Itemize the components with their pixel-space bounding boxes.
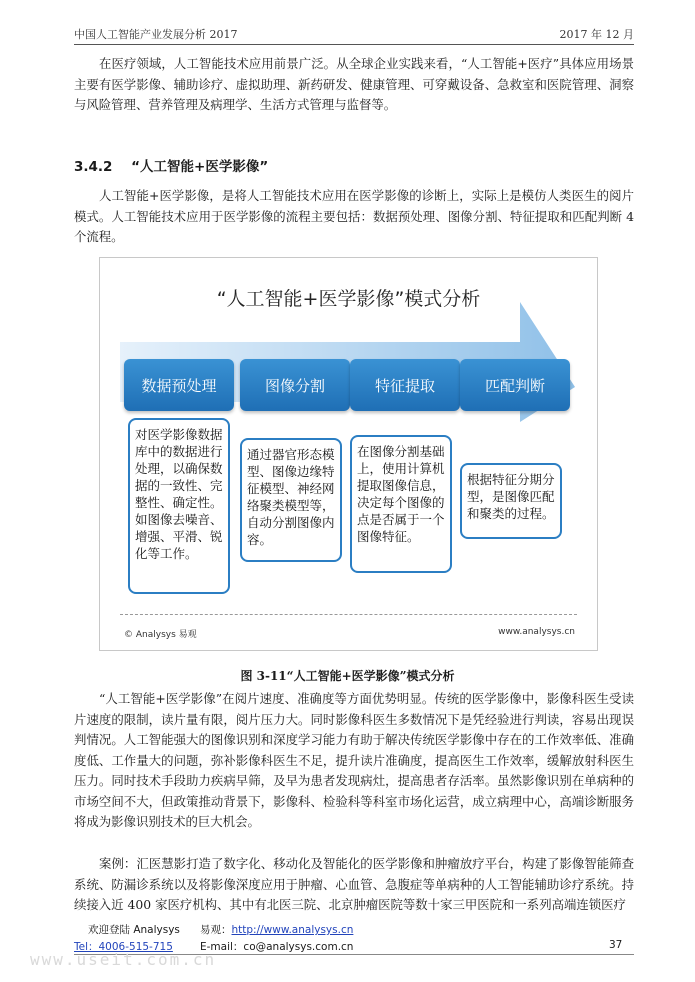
- paragraph-1: [74, 186, 634, 248]
- step-segmentation: 图像分割: [240, 359, 350, 411]
- running-header-date: 2017 年 12 月: [559, 28, 634, 41]
- figure-box: [99, 257, 598, 651]
- intro-text: 在医疗领域，人工智能技术应用前景广泛。从全球企业实践来看，“人工智能+医疗”具体应用场景主要有医学影像、辅助诊疗、虚拟助理、新药研发、健康管理、可穿戴设备、急救室和医院管理、洞察与风险管理、营养管理及病理学、生活方式管理与监督等。: [74, 56, 634, 112]
- step-feature-extraction: 特征提取: [350, 359, 460, 411]
- figure-caption: 图 3-11“人工智能+医学影像”模式分析: [240, 669, 455, 683]
- footer-yiguan-link[interactable]: http://www.analysys.cn: [231, 924, 354, 936]
- paragraph-2: [74, 689, 634, 833]
- paragraph-3: [74, 854, 634, 916]
- section-title: “人工智能+医学影像”: [131, 159, 269, 175]
- running-header-title: 中国人工智能产业发展分析 2017: [74, 28, 238, 41]
- step-preprocess-desc: 对医学影像数据库中的数据进行处理，以确保数据的一致性、完整性、确定性。如图像去噪音、增强、平滑、锐化等工作。: [128, 418, 230, 594]
- footer-tel[interactable]: Tel：4006-515-715: [74, 941, 173, 953]
- intro-paragraph: [74, 54, 634, 116]
- footer-yiguan-label: 易观：: [200, 924, 232, 936]
- header-rule: [74, 44, 634, 45]
- footer-welcome: 欢迎登陆 Analysys: [88, 924, 180, 936]
- figure-divider: [120, 614, 577, 615]
- section-heading: [74, 155, 268, 175]
- paragraph-3-text: 案例：汇医慧影打造了数字化、移动化及智能化的医学影像和肿瘤放疗平台，构建了影像智能筛查系统、防漏诊系统以及将影像深度应用于肿瘤、心血管、急腹症等单病种的人工智能辅助诊疗系统。持续接入近 400 家医疗机构、其中有北医三院、北京肿瘤医院等数十家三甲医院和一系列高端连锁医疗: [74, 856, 634, 912]
- section-number: 3.4.2: [74, 159, 113, 175]
- figure-url: www.analysys.cn: [498, 627, 575, 637]
- page-number: 37: [609, 939, 623, 951]
- figure-source: © Analysys 易观: [124, 630, 197, 640]
- step-matching-desc: 根据特征分期分型，是图像匹配和聚类的过程。: [460, 463, 562, 539]
- step-feature-extraction-desc: 在图像分割基础上，使用计算机提取图像信息，决定每个图像的点是否属于一个图像特征。: [350, 435, 452, 573]
- step-preprocess: 数据预处理: [124, 359, 234, 411]
- paragraph-2-text: “人工智能+医学影像”在阅片速度、准确度等方面优势明显。传统的医学影像中，影像科医生受读片速度的限制，读片量有限，阅片压力大。同时影像科医生多数情况下是凭经验进行判读，容易出现误判情况。人工智能强大的图像识别和深度学习能力有助于解决传统医学影像中存在的工作效率低、准确度低、工作量大的问题，弥补影像科医生不足，提升读片准确度，提高医生工作效率，缓解放射科医生压力。同时技术手段助力疾病早筛，及早为患者发现病灶，提高患者存活率。虽然影像识别在单病种的市场空间不大，但政策推动背景下，影像科、检验科等科室市场化运营，成立病理中心，高端诊断服务将成为影像识别技术的巨大机会。: [74, 691, 634, 829]
- site-watermark: www.useit.com.cn: [30, 950, 217, 969]
- footer-email[interactable]: E-mail：co@analysys.com.cn: [200, 941, 354, 953]
- step-matching: 匹配判断: [460, 359, 570, 411]
- step-segmentation-desc: 通过器官形态模型、图像边缘特征模型、神经网络聚类模型等，自动分割图像内容。: [240, 438, 342, 562]
- figure-title: “人工智能+医学影像”模式分析: [216, 288, 481, 310]
- footer-yiguan: [200, 922, 353, 937]
- paragraph-1-text: 人工智能+医学影像，是将人工智能技术应用在医学影像的诊断上，实际上是模仿人类医生的阅片模式。人工智能技术应用于医学影像的流程主要包括：数据预处理、图像分割、特征提取和匹配判断 4 个流程。: [74, 188, 634, 244]
